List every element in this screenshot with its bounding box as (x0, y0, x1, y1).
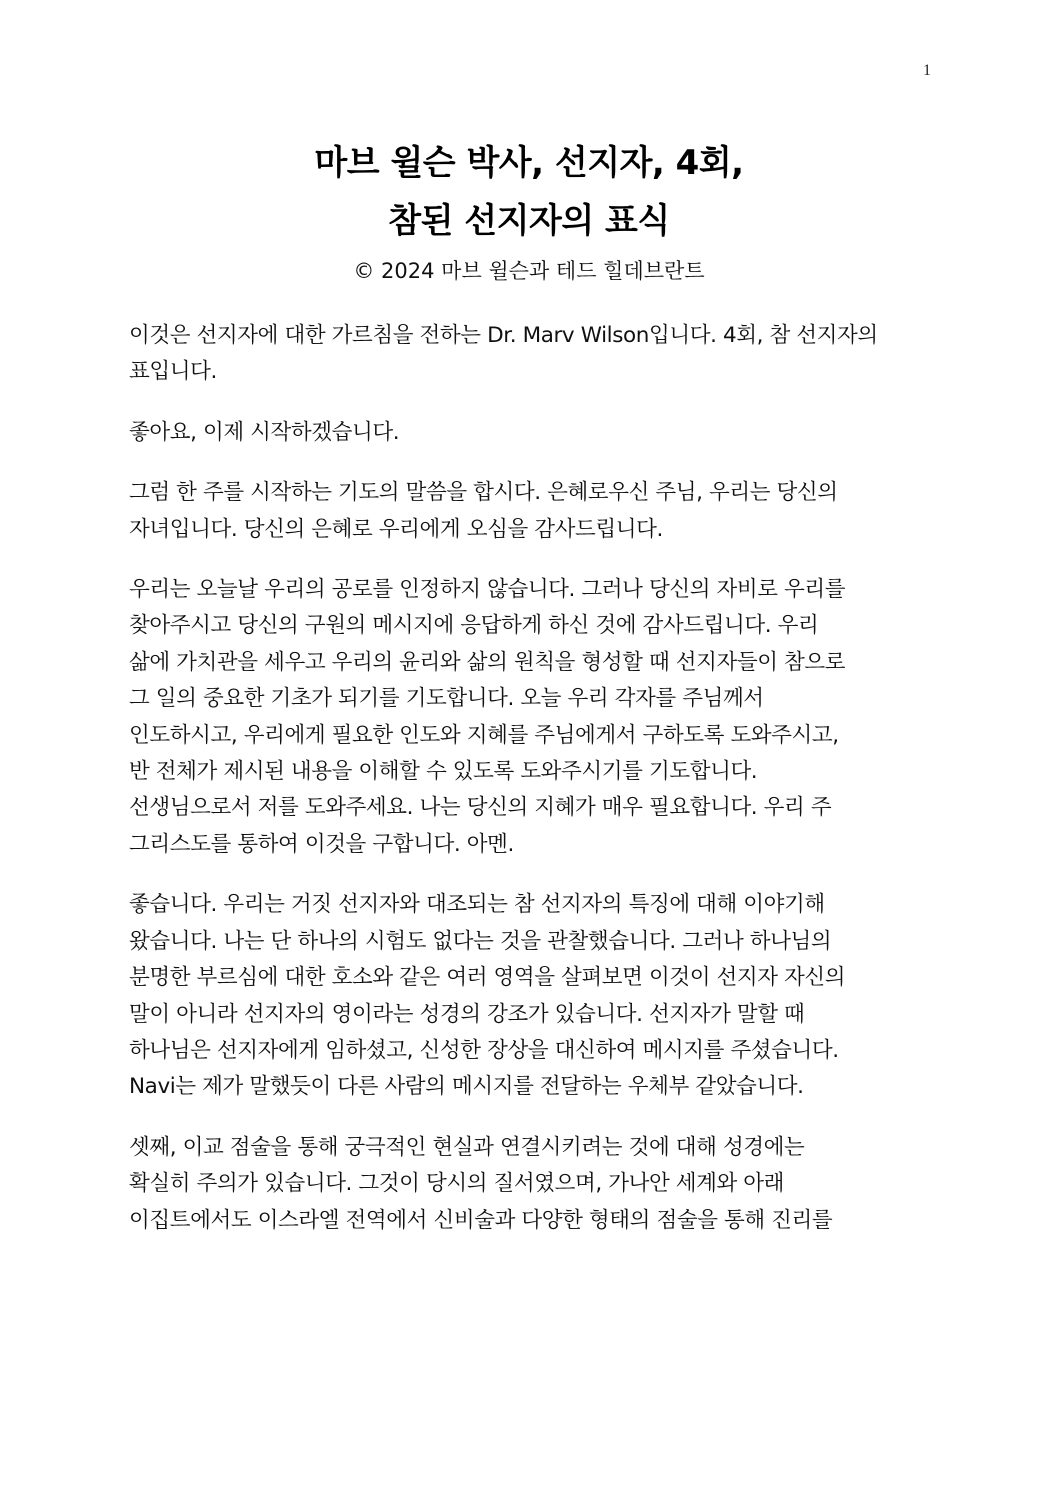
text-line: 우리는 오늘날 우리의 공로를 인정하지 않습니다. 그러나 당신의 자비로 우리를 (129, 577, 846, 603)
document-title-line-2: 참된 선지자의 표식 (388, 201, 670, 241)
text-line: 그 일의 중요한 기초가 되기를 기도합니다. 오늘 우리 각자를 주님께서 (129, 686, 764, 712)
text-line: 삶에 가치관을 세우고 우리의 윤리와 삶의 원칙을 형성할 때 선지자들이 참으로 (129, 649, 846, 675)
document-body (129, 318, 929, 1263)
text-line: 분명한 부르심에 대한 호소와 같은 여러 영역을 살펴보면 이것이 선지자 자신의 (129, 965, 846, 991)
page-number: 1 (923, 62, 931, 79)
text-line: 이집트에서도 이스라엘 전역에서 신비술과 다양한 형태의 점술을 통해 진리를 (129, 1207, 833, 1233)
text-line: 좋아요, 이제 시작하겠습니다. (129, 419, 400, 445)
text-line: 자녀입니다. 당신의 은혜로 우리에게 오심을 감사드립니다. (129, 516, 663, 542)
paragraph-true-prophet (129, 887, 929, 1105)
text-line: 왔습니다. 나는 단 하나의 시험도 없다는 것을 관찰했습니다. 그러나 하나님의 (129, 928, 832, 954)
document-header (0, 134, 1058, 286)
text-line: 선생님으로서 저를 도와주세요. 나는 당신의 지혜가 매우 필요합니다. 우리 주 (129, 795, 832, 821)
text-line: 셋째, 이교 점술을 통해 궁극적인 현실과 연결시키려는 것에 대해 성경에는 (129, 1134, 805, 1160)
paragraph-start (129, 415, 929, 451)
text-line: 확실히 주의가 있습니다. 그것이 당시의 질서였으며, 가나안 세계와 아래 (129, 1171, 785, 1197)
text-line: 인도하시고, 우리에게 필요한 인도와 지혜를 주님에게서 구하도록 도와주시고, (129, 722, 839, 748)
document-title-line-1: 마브 윌슨 박사, 선지자, 4회, (314, 143, 744, 183)
text-line: 표입니다. (129, 359, 217, 385)
text-line: 말이 아니라 선지자의 영이라는 성경의 강조가 있습니다. 선지자가 말할 때 (129, 1001, 805, 1027)
paragraph-intro (129, 318, 929, 391)
text-line: 그럼 한 주를 시작하는 기도의 말씀을 합시다. 은혜로우신 주님, 우리는 당신의 (129, 480, 838, 506)
paragraph-prayer-opening (129, 475, 929, 548)
copyright-notice: © 2024 마브 윌슨과 테드 힐데브란트 (353, 259, 705, 283)
text-line: 반 전체가 제시된 내용을 이해할 수 있도록 도와주시기를 기도합니다. (129, 759, 758, 785)
text-line: 그리스도를 통하여 이것을 구합니다. 아멘. (129, 831, 514, 857)
paragraph-prayer (129, 572, 929, 863)
text-line: 좋습니다. 우리는 거짓 선지자와 대조되는 참 선지자의 특징에 대해 이야기해 (129, 892, 825, 918)
text-line: 하나님은 선지자에게 임하셨고, 신성한 장상을 대신하여 메시지를 주셨습니다. (129, 1037, 839, 1063)
paragraph-divination (129, 1130, 929, 1239)
text-line: 찾아주시고 당신의 구원의 메시지에 응답하게 하신 것에 감사드립니다. 우리 (129, 613, 819, 639)
text-line: 이것은 선지자에 대한 가르침을 전하는 Dr. Marv Wilson입니다. 4회, 참 선지자의 (129, 323, 878, 348)
text-line: Navi는 제가 말했듯이 다른 사람의 메시지를 전달하는 우체부 같았습니다. (129, 1074, 804, 1100)
